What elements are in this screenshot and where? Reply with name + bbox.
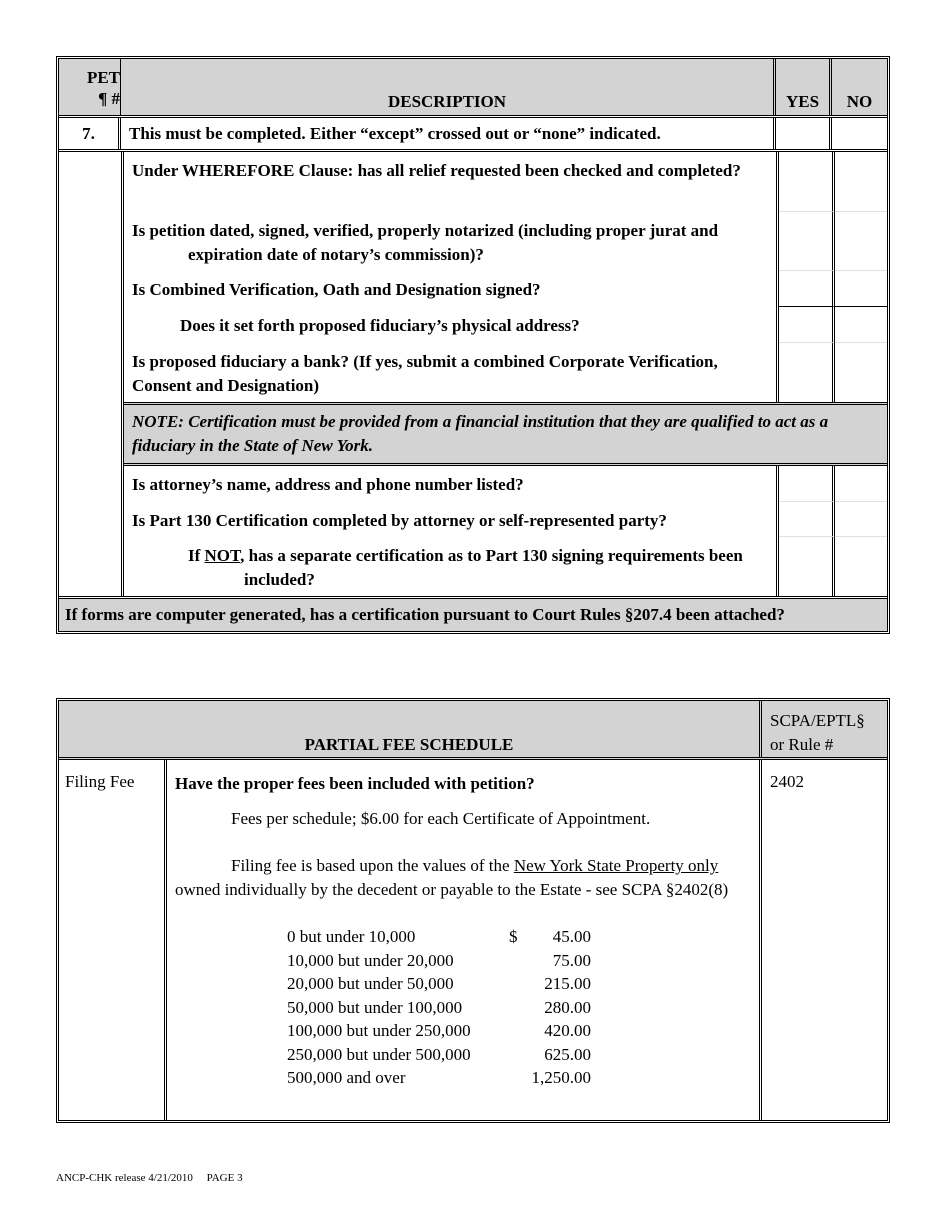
fee-schedule-title: PARTIAL FEE SCHEDULE xyxy=(59,701,762,757)
no-checkbox-cell[interactable] xyxy=(835,307,887,343)
fee-amount: 625.00 xyxy=(544,1044,591,1064)
fee-table xyxy=(287,925,749,1090)
rule-header-line1: SCPA/EPTL§ xyxy=(770,711,865,730)
fee-currency xyxy=(509,1043,531,1067)
yes-checkbox-cell[interactable] xyxy=(779,466,835,502)
question-row xyxy=(124,537,887,596)
no-checkbox-cell[interactable] xyxy=(835,537,887,596)
pet-header xyxy=(59,59,121,115)
yes-checkbox-cell[interactable] xyxy=(779,152,835,212)
description-header: DESCRIPTION xyxy=(121,59,776,115)
yes-header: YES xyxy=(776,59,832,115)
question-text: Is attorney’s name, address and phone number listed? xyxy=(124,466,779,502)
yes-checkbox-cell[interactable] xyxy=(779,537,835,596)
fee-amount: 45.00 xyxy=(552,927,591,946)
fee-range: 50,000 but under 100,000 xyxy=(287,997,463,1017)
fee-schedule-table xyxy=(56,698,890,1123)
yes-checkbox-cell[interactable] xyxy=(776,118,832,149)
fee-row xyxy=(287,996,749,1020)
page-footer: ANCP-CHK release 4/21/2010 PAGE 3 xyxy=(56,1172,243,1184)
checklist-table xyxy=(56,56,890,634)
pet-column-blank xyxy=(59,152,124,596)
fee-row xyxy=(287,972,749,996)
no-checkbox-cell[interactable] xyxy=(832,118,887,149)
fee-amount: 215.00 xyxy=(544,974,591,993)
question-row xyxy=(124,343,887,402)
fee-amount: 75.00 xyxy=(552,950,591,970)
fee-currency xyxy=(509,1066,531,1090)
fee-row xyxy=(287,1019,749,1043)
no-checkbox-cell[interactable] xyxy=(835,212,887,271)
question-row xyxy=(124,212,887,271)
fee-amount: 1,250.00 xyxy=(531,1068,591,1087)
question-row xyxy=(124,502,887,537)
fee-currency: $ xyxy=(509,927,518,946)
fee-amount: 280.00 xyxy=(544,997,591,1017)
fee-row xyxy=(287,1043,749,1067)
pet-number: 7. xyxy=(59,118,121,149)
fee-currency xyxy=(509,996,531,1020)
rule-header xyxy=(762,701,887,757)
checklist-body xyxy=(59,152,887,599)
no-checkbox-cell[interactable] xyxy=(835,502,887,537)
fee-range: 20,000 but under 50,000 xyxy=(287,974,454,993)
no-checkbox-cell[interactable] xyxy=(835,152,887,212)
no-header: NO xyxy=(832,59,887,115)
yes-checkbox-cell[interactable] xyxy=(779,307,835,343)
fee-range: 0 but under 10,000 xyxy=(287,927,416,946)
question-row xyxy=(124,466,887,502)
pet-header-line2: ¶ # xyxy=(98,89,120,108)
filing-fee-label: Filing Fee xyxy=(59,760,167,1120)
fee-currency xyxy=(509,949,531,973)
question-text: Does it set forth proposed fiduciary’s physical address? xyxy=(124,307,779,343)
fee-currency xyxy=(509,1019,531,1043)
fee-row xyxy=(287,949,749,973)
question-text: Is Combined Verification, Oath and Designation signed? xyxy=(124,271,779,307)
note-banner: NOTE: Certification must be provided from a financial institution that they are qualified to act as a fiduciary in the State of New York. xyxy=(124,402,887,466)
rule-number: 2402 xyxy=(770,772,804,791)
question-row xyxy=(124,152,887,212)
no-checkbox-cell[interactable] xyxy=(835,466,887,502)
yes-checkbox-cell[interactable] xyxy=(779,271,835,307)
no-checkbox-cell[interactable] xyxy=(835,271,887,307)
question-text: Under WHEREFORE Clause: has all relief requested been checked and completed? xyxy=(124,152,779,212)
yes-checkbox-cell[interactable] xyxy=(779,343,835,402)
question-text: Is petition dated, signed, verified, properly notarized (including proper jurat and expiration date of notary’s commission)? xyxy=(124,212,779,271)
row-7-text: This must be completed. Either “except” crossed out or “none” indicated. xyxy=(121,118,776,149)
question-row xyxy=(124,307,887,343)
yes-checkbox-cell[interactable] xyxy=(779,212,835,271)
fee-description xyxy=(167,760,762,1120)
fee-paragraph-1: Fees per schedule; $6.00 for each Certificate of Appointment. xyxy=(231,809,651,828)
question-text: Is Part 130 Certification completed by attorney or self-represented party? xyxy=(124,502,779,537)
fee-schedule-header xyxy=(59,701,887,760)
yes-checkbox-cell[interactable] xyxy=(779,502,835,537)
fee-currency xyxy=(509,972,531,996)
fee-schedule-body xyxy=(59,760,887,1120)
fee-range: 10,000 but under 20,000 xyxy=(287,950,454,970)
checklist-header xyxy=(59,59,887,118)
fee-row xyxy=(287,925,749,949)
pet-header-line1: PET xyxy=(86,68,120,87)
fee-row xyxy=(287,1066,749,1090)
fee-range: 100,000 but under 250,000 xyxy=(287,1021,471,1040)
fee-paragraph-2: Filing fee is based upon the values of the New York State Property only owned individually by the decedent or payable to the Estate - see SCPA §2402(8) xyxy=(175,856,729,899)
fee-range: 250,000 but under 500,000 xyxy=(287,1044,471,1064)
rule-header-line2: or Rule # xyxy=(770,735,834,754)
question-text: Is proposed fiduciary a bank? (If yes, submit a combined Corporate Verification, Consent and Designation) xyxy=(124,343,779,402)
fee-question: Have the proper fees been included with petition? xyxy=(175,774,535,793)
fee-range: 500,000 and over xyxy=(287,1068,406,1087)
no-checkbox-cell[interactable] xyxy=(835,343,887,402)
fee-amount: 420.00 xyxy=(544,1021,591,1040)
question-text: If NOT, has a separate certification as to Part 130 signing requirements been included? xyxy=(124,537,779,596)
checklist-row-7 xyxy=(59,118,887,152)
computer-generated-footer: If forms are computer generated, has a certification pursuant to Court Rules §207.4 been attached? xyxy=(59,599,887,631)
question-row xyxy=(124,271,887,307)
